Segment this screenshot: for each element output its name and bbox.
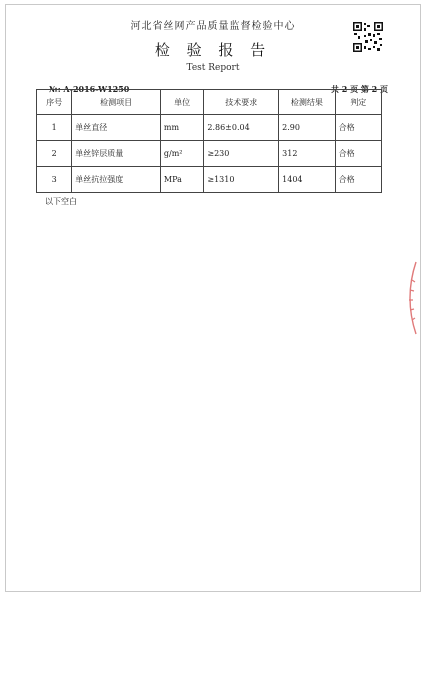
- row-result: 1404: [279, 167, 335, 193]
- row-index: 1: [37, 115, 72, 141]
- column-header-index: 序号: [37, 90, 72, 115]
- row-result: 2.90: [279, 115, 335, 141]
- row-unit: MPa: [160, 167, 203, 193]
- results-table: [36, 89, 382, 193]
- table-row: [37, 167, 382, 193]
- organization-name: 河北省丝网产品质量监督检验中心: [130, 21, 296, 32]
- row-unit: g/m²: [160, 141, 203, 167]
- report-title-english: Test Report: [186, 63, 240, 73]
- column-header-item: 检测项目: [72, 90, 161, 115]
- blank-below-note: 以下空白: [45, 197, 77, 206]
- row-requirement: ≥230: [204, 141, 279, 167]
- column-header-requirement: 技术要求: [204, 90, 279, 115]
- report-number: №: A-2016-W1250: [49, 84, 130, 94]
- row-result: 312: [279, 141, 335, 167]
- table-row: [37, 141, 382, 167]
- column-header-verdict: 判定: [335, 90, 381, 115]
- column-header-result: 检测结果: [279, 90, 335, 115]
- row-requirement: 2.86±0.04: [204, 115, 279, 141]
- qr-code-icon: [352, 21, 384, 53]
- table-header-row: [37, 90, 382, 115]
- row-requirement: ≥1310: [204, 167, 279, 193]
- row-index: 2: [37, 141, 72, 167]
- row-item: 单丝直径: [72, 115, 161, 141]
- row-verdict: 合格: [335, 141, 381, 167]
- page-indicator: 共 2 页 第 2 页: [330, 84, 388, 94]
- row-item: 单丝锌层质量: [72, 141, 161, 167]
- row-item: 单丝抗拉强度: [72, 167, 161, 193]
- row-unit: mm: [160, 115, 203, 141]
- row-verdict: 合格: [335, 115, 381, 141]
- report-title: 检 验 报 告: [154, 41, 272, 59]
- column-header-unit: 单位: [160, 90, 203, 115]
- row-index: 3: [37, 167, 72, 193]
- table-row: [37, 115, 382, 141]
- row-verdict: 合格: [335, 167, 381, 193]
- official-seal-edge: [402, 258, 420, 338]
